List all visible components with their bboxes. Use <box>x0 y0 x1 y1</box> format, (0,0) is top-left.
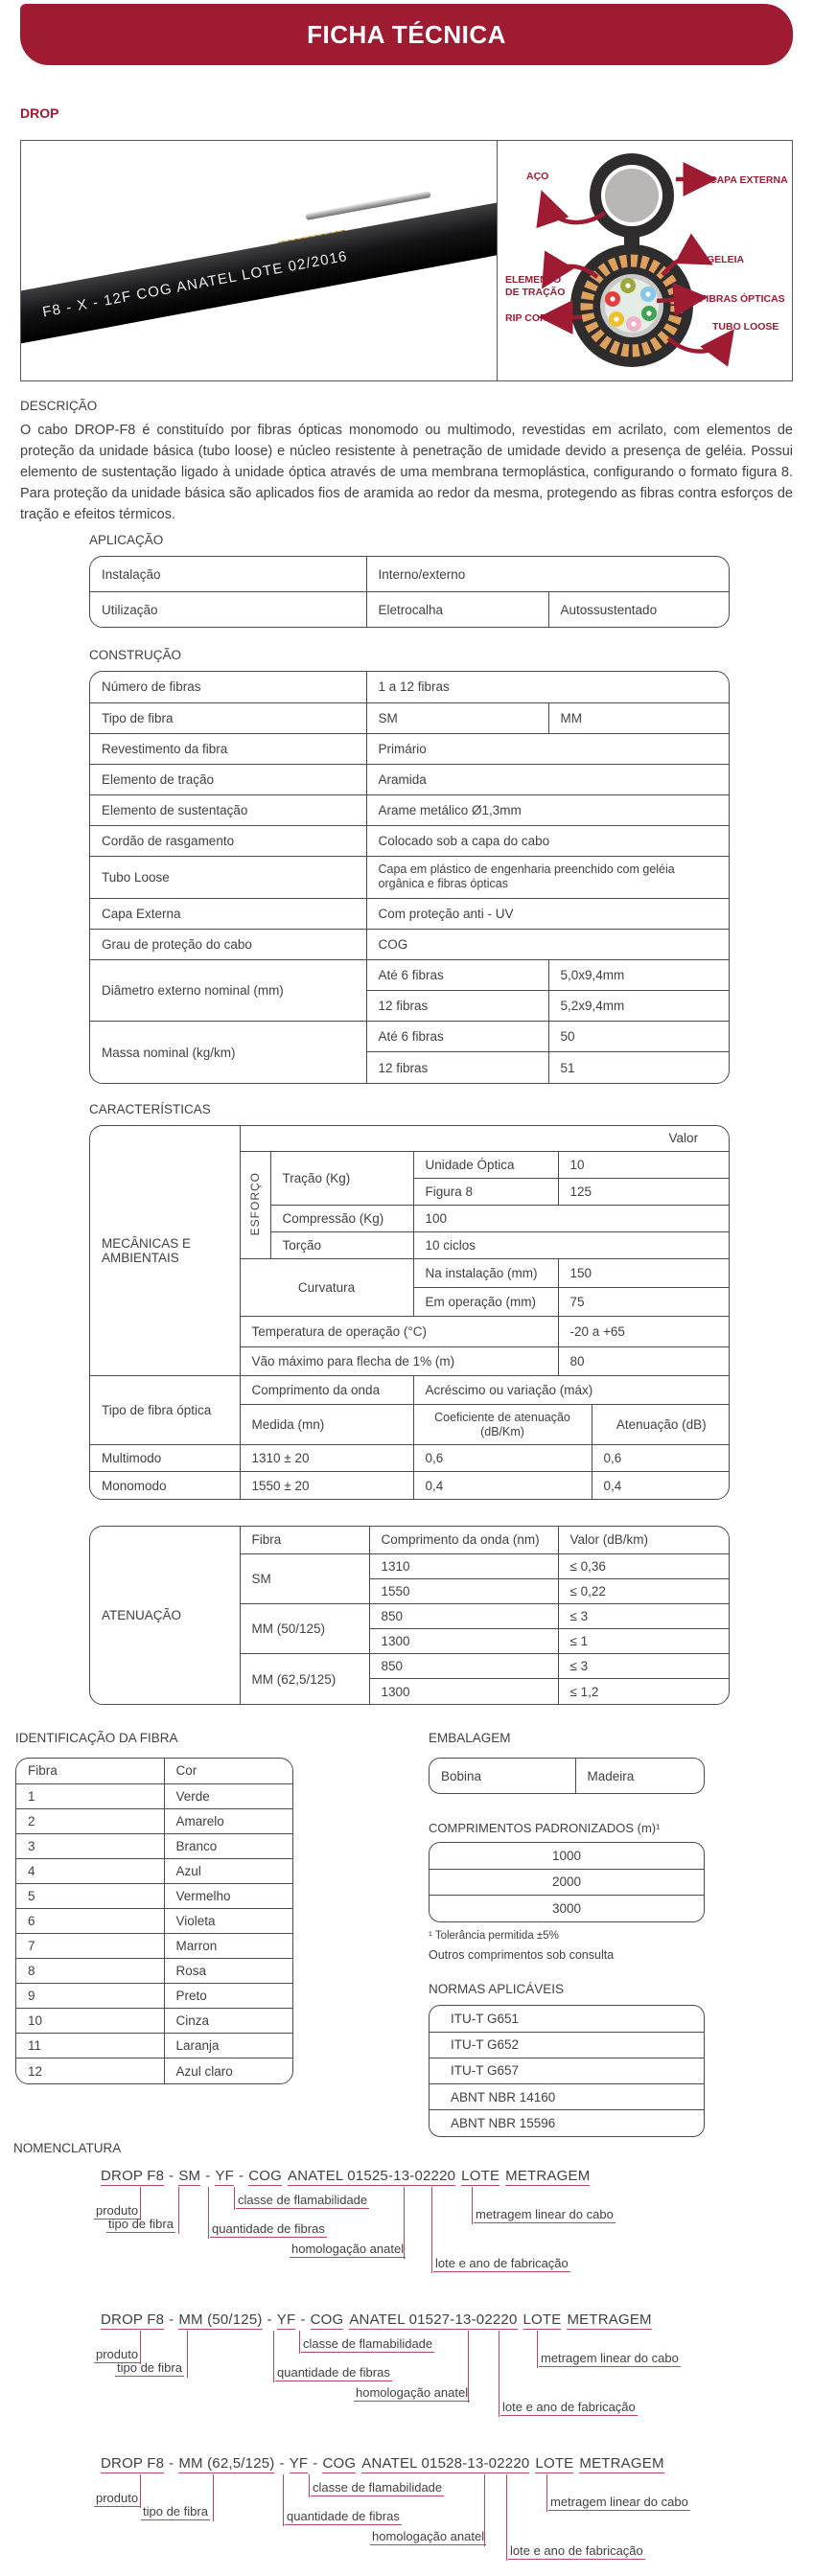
cell-sustentacao-v: Arame metálico Ø1,3mm <box>366 794 730 825</box>
cell-revestimento-v: Primário <box>366 733 730 764</box>
cell-diametro-r1: Até 6 fibras <box>366 960 548 991</box>
nom-label-classe: classe de flamabilidade <box>313 2480 443 2495</box>
cell-numero-v: 1 a 12 fibras <box>366 672 730 702</box>
cell-capa: Capa Externa <box>90 898 366 929</box>
connector-line <box>140 2331 141 2364</box>
cell-unidade-optica-v: 10 <box>558 1151 730 1178</box>
cell-mm50: MM (50/125) <box>240 1603 369 1653</box>
descricao-body: O cabo DROP-F8 é constituído por fibras ópticas monomodo ou multimodo, revestidas em acrilato, com elementos de proteção da unidade básica (tubo loose) e núcleo resistente à penetração de umidade devido a presença de geléia. Possui elemento de sustentação ligado à unidade óptica através de uma membrana termoplástica, configurando o formato figura 8. Para proteção da unidade básica são aplicados fios de aramida ao redor da mesma, protegendo as fibras contra esforços de tração e efeitos térmicos. <box>20 423 793 522</box>
code-lote: LOTE <box>523 2312 562 2328</box>
cell-tracao: Elemento de tração <box>90 764 366 794</box>
cell-medida: Medida (mn) <box>240 1405 413 1445</box>
norma-item: ITU-T G652 <box>430 2032 704 2058</box>
diagram-label-fibras-opticas: FIBRAS ÓPTICAS <box>700 293 785 305</box>
fiber-number: 5 <box>16 1883 164 1908</box>
cell-tipo-mm: MM <box>548 702 730 733</box>
fiber-color: Azul claro <box>175 2063 233 2079</box>
cell-mm50-850-v: ≤ 3 <box>558 1603 730 1628</box>
nom-label-classe: classe de flamabilidade <box>238 2193 368 2207</box>
cell-sustentacao: Elemento de sustentação <box>90 794 366 825</box>
cell-multimodo-coef: 0,6 <box>413 1445 592 1472</box>
code-classe: COG <box>310 2312 344 2328</box>
code-classe: COG <box>322 2455 357 2472</box>
cell-massa-r1-v: 50 <box>548 1022 730 1052</box>
code-quantidade: YF <box>276 2312 296 2328</box>
cell-tracao-kg: Tração (Kg) <box>270 1151 413 1205</box>
cross-section-diagram <box>498 141 792 380</box>
cell-mm50-1300-v: ≤ 1 <box>558 1629 730 1654</box>
cell-diametro-r2-v: 5,2x9,4mm <box>548 991 730 1022</box>
nom-label-lote: lote e ano de fabricação <box>435 2256 569 2270</box>
code-metragem: METRAGEM <box>579 2455 664 2472</box>
cable-photo <box>21 141 498 380</box>
product-label: DROP <box>20 105 59 121</box>
fiber-color: Azul <box>164 1858 293 1883</box>
construcao-heading: CONSTRUÇÃO <box>89 648 182 662</box>
nom-label-homologacao: homologação anatel <box>372 2529 485 2543</box>
nom-label-metragem: metragem linear do cabo <box>476 2207 614 2221</box>
construcao-table <box>89 671 730 1084</box>
embalagem-table <box>429 1758 705 1794</box>
code-lote: LOTE <box>535 2455 574 2472</box>
cell-instalacao: Instalação <box>90 557 366 592</box>
fiber-number: 10 <box>16 2009 164 2034</box>
code-fibra: SM <box>178 2168 201 2184</box>
header-banner <box>20 4 793 65</box>
code-fibra: MM (50/125) <box>178 2312 263 2328</box>
diagram-label-aco: AÇO <box>526 171 549 182</box>
nom-label-quantidade: quantidade de fibras <box>212 2221 325 2236</box>
cell-vao-v: 80 <box>558 1347 730 1376</box>
cell-compressao-v: 100 <box>413 1205 730 1231</box>
cell-esforco: ESFORÇO <box>240 1151 270 1258</box>
cell-diametro-r2: 12 fibras <box>366 991 548 1022</box>
code-produto: DROP F8 <box>101 2168 165 2184</box>
cell-mm62-1300: 1300 <box>369 1679 558 1704</box>
fiber-color: Marron <box>164 1933 293 1958</box>
nom-label-quantidade: quantidade de fibras <box>287 2509 400 2523</box>
cell-grau-v: COG <box>366 930 730 960</box>
embalagem-heading: EMBALAGEM <box>429 1731 511 1745</box>
cell-diametro: Diâmetro externo nominal (mm) <box>90 960 366 1022</box>
fiber-number: 7 <box>16 1933 164 1958</box>
nom-label-metragem: metragem linear do cabo <box>541 2351 679 2365</box>
descricao-heading: DESCRIÇÃO <box>20 399 98 413</box>
cell-curvatura-r1: Na instalação (mm) <box>413 1258 558 1287</box>
normas-heading: NORMAS APLICÁVEIS <box>429 1982 565 1996</box>
cell-utilizacao-v1: Eletrocalha <box>366 592 548 628</box>
steel-wire-photo <box>305 191 430 220</box>
caracteristicas-table <box>89 1125 730 1500</box>
cell-tipo: Tipo de fibra <box>90 702 366 733</box>
cell-diametro-r1-v: 5,0x9,4mm <box>548 960 730 991</box>
comprimento-value: 3000 <box>551 1901 582 1917</box>
cell-curvatura-r1-v: 150 <box>558 1258 730 1287</box>
cell-col-fibra: Fibra <box>240 1527 369 1553</box>
nom-label-lote: lote e ano de fabricação <box>502 2400 636 2414</box>
fiber-color: Amarelo <box>164 1808 293 1833</box>
diagram-label-rip-cord: RIP CORD <box>505 312 555 324</box>
nom-label-tipo: tipo de fibra <box>143 2504 208 2518</box>
fiber-number: 8 <box>16 1959 164 1984</box>
nom-label-quantidade: quantidade de fibras <box>277 2365 390 2380</box>
cell-sm: SM <box>240 1553 369 1603</box>
cell-mm50-1300: 1300 <box>369 1629 558 1654</box>
cell-atenuacao-group: ATENUAÇÃO <box>90 1527 240 1704</box>
other-lengths-note: Outros comprimentos sob consulta <box>429 1948 615 1962</box>
code-metragem: METRAGEM <box>505 2168 591 2184</box>
code-classe: COG <box>248 2168 283 2184</box>
identificacao-heading: IDENTIFICAÇÃO DA FIBRA <box>15 1731 178 1745</box>
nom-label-homologacao: homologação anatel <box>291 2242 405 2256</box>
tolerance-note: ¹ Tolerância permitida ±5% <box>429 1930 559 1942</box>
cell-utilizacao: Utilização <box>90 592 366 628</box>
identificacao-table <box>15 1758 293 2084</box>
cell-massa-r2-v: 51 <box>560 1060 575 1075</box>
cell-col-comprimento: Comprimento da onda (nm) <box>369 1527 558 1553</box>
cell-unidade-optica: Unidade Óptica <box>413 1151 558 1178</box>
norma-item: ITU-T G657 <box>430 2058 704 2083</box>
cell-figura8: Figura 8 <box>413 1178 558 1205</box>
fiber-color: Verde <box>164 1783 293 1808</box>
cell-mm62-850-v: ≤ 3 <box>558 1654 730 1679</box>
cell-valor-header: Valor <box>240 1126 730 1151</box>
code-anatel: ANATEL 01525-13-02220 <box>288 2168 456 2184</box>
fiber-number: 2 <box>16 1808 164 1833</box>
cell-mm50-850: 850 <box>369 1603 558 1628</box>
fiber-number: 11 <box>16 2034 164 2058</box>
code-fibra: MM (62,5/125) <box>178 2455 275 2472</box>
connector-line <box>213 2474 214 2521</box>
cell-sm-1310: 1310 <box>369 1553 558 1578</box>
nom-label-metragem: metragem linear do cabo <box>550 2495 688 2509</box>
code-metragem: METRAGEM <box>567 2312 652 2328</box>
cell-torcao: Torção <box>270 1231 413 1258</box>
comprimento-value: 2000 <box>430 1869 704 1895</box>
normas-table <box>429 2005 705 2137</box>
cell-tracao-v: Aramida <box>366 764 730 794</box>
diagram-label-elemento-1: ELEMENTO <box>505 274 562 286</box>
connector-line <box>140 2474 141 2508</box>
cell-cordao: Cordão de rasgamento <box>90 825 366 856</box>
nom-label-produto: produto <box>96 2491 139 2505</box>
nom-label-lote: lote e ano de fabricação <box>510 2543 643 2558</box>
norma-item: ABNT NBR 15596 <box>451 2116 556 2131</box>
fiber-color: Cinza <box>164 2009 293 2034</box>
cell-tubo-v: Capa em plástico de engenharia preenchido com geléia orgânica e fibras ópticas <box>366 856 730 898</box>
fiber-number: 9 <box>16 1984 164 2009</box>
diagram-label-elemento-2: DE TRAÇÃO <box>505 287 566 298</box>
part-number-code: DROP F8 - SM - YF - COG ANATEL 01525-13-02220 LOTE METRAGEM <box>101 2168 591 2184</box>
caracteristicas-heading: CARACTERÍSTICAS <box>89 1102 211 1116</box>
cell-mm62-850: 850 <box>369 1654 558 1679</box>
product-image-panel <box>20 140 793 381</box>
cell-torcao-v: 10 ciclos <box>413 1231 730 1258</box>
cell-curvatura-r2: Em operação (mm) <box>413 1287 558 1316</box>
fiber-color: Preto <box>164 1984 293 2009</box>
cell-utilizacao-v2: Autossustentado <box>560 602 658 617</box>
cell-grau: Grau de proteção do cabo <box>90 930 366 960</box>
cell-grupo-mecanicas: MECÂNICAS E AMBIENTAIS <box>90 1126 240 1376</box>
nom-label-homologacao: homologação anatel <box>356 2385 469 2400</box>
cell-temperatura: Temperatura de operação (°C) <box>240 1316 558 1346</box>
cell-coeficiente: Coeficiente de atenuação (dB/Km) <box>413 1405 592 1445</box>
fiber-color: Violeta <box>164 1908 293 1933</box>
atenuacao-table <box>89 1526 730 1705</box>
cell-massa-r2: 12 fibras <box>366 1052 548 1083</box>
code-anatel: ANATEL 01527-13-02220 <box>349 2312 518 2328</box>
cell-sm-1550-v: ≤ 0,22 <box>558 1578 730 1603</box>
aplicacao-heading: APLICAÇÃO <box>89 533 164 547</box>
fiber-number: 1 <box>16 1783 164 1808</box>
cell-vao: Vão máximo para flecha de 1% (m) <box>240 1347 558 1376</box>
comprimentos-table <box>429 1842 705 1922</box>
nom-label-tipo: tipo de fibra <box>108 2217 174 2231</box>
fiber-number: 3 <box>16 1833 164 1858</box>
code-produto: DROP F8 <box>101 2455 165 2472</box>
connector-line <box>178 2187 179 2234</box>
cell-revestimento: Revestimento da fibra <box>90 733 366 764</box>
cell-instalacao-valor: Interno/externo <box>366 557 730 592</box>
connector-line <box>140 2187 141 2220</box>
cell-comprimento-onda: Comprimento da onda <box>240 1376 413 1405</box>
arrow-fibras <box>657 298 695 301</box>
cell-massa-r1: Até 6 fibras <box>366 1022 548 1052</box>
cell-atenuacao-db: Atenuação (dB) <box>592 1405 730 1445</box>
cell-tipo-fibra-optica: Tipo de fibra óptica <box>90 1376 240 1445</box>
fiber-number: 4 <box>16 1858 164 1883</box>
cell-col-valor: Valor (dB/km) <box>558 1527 730 1553</box>
cell-multimodo-aten: 0,6 <box>592 1445 730 1472</box>
diagram-label-tubo-loose: TUBO LOOSE <box>712 321 779 333</box>
nomenclature-diagram-mm62 <box>0 2455 813 2576</box>
part-number-code: DROP F8 - MM (50/125) - YF - COG ANATEL 01527-13-02220 LOTE METRAGEM <box>101 2312 652 2328</box>
diagram-label-geleia: GELEIA <box>707 254 745 265</box>
code-quantidade: YF <box>289 2455 309 2472</box>
page-title: FICHA TÉCNICA <box>307 19 506 49</box>
cell-monomodo-medida: 1550 ± 20 <box>240 1472 413 1499</box>
cell-monomodo-aten: 0,4 <box>603 1478 622 1493</box>
cell-header-fibra: Fibra <box>16 1759 164 1783</box>
cell-capa-v: Com proteção anti - UV <box>366 898 730 929</box>
fiber-number: 12 <box>16 2058 164 2083</box>
cable-print-text: F8 - X - 12F COG ANATEL LOTE 02/2016 <box>21 197 498 353</box>
nom-label-tipo: tipo de fibra <box>117 2360 182 2375</box>
fiber-number: 6 <box>16 1908 164 1933</box>
nomenclature-diagram-sm <box>0 2168 813 2292</box>
part-number-code: DROP F8 - MM (62,5/125) - YF - COG ANATEL 01528-13-02220 LOTE METRAGEM <box>101 2455 664 2472</box>
nom-label-classe: classe de flamabilidade <box>303 2336 433 2351</box>
cell-multimodo-medida: 1310 ± 20 <box>240 1445 413 1472</box>
connector-line <box>187 2331 188 2378</box>
cell-multimodo: Multimodo <box>90 1445 240 1472</box>
cell-header-cor: Cor <box>164 1759 293 1783</box>
code-anatel: ANATEL 01528-13-02220 <box>361 2455 530 2472</box>
cell-mm62: MM (62,5/125) <box>240 1654 369 1704</box>
cell-curvatura-r2-v: 75 <box>558 1287 730 1316</box>
cell-tubo: Tubo Loose <box>90 856 366 898</box>
code-produto: DROP F8 <box>101 2312 165 2328</box>
cell-curvatura: Curvatura <box>240 1258 413 1316</box>
cell-sm-1550: 1550 <box>369 1578 558 1603</box>
cell-monomodo-coef: 0,4 <box>413 1472 592 1499</box>
cell-monomodo: Monomodo <box>90 1472 240 1499</box>
cell-sm-1310-v: ≤ 0,36 <box>558 1553 730 1578</box>
fiber-color: Branco <box>164 1833 293 1858</box>
cell-figura8-v: 125 <box>558 1178 730 1205</box>
cell-temperatura-v: -20 a +65 <box>558 1316 730 1346</box>
cell-numero: Número de fibras <box>90 672 366 702</box>
norma-item: ITU-T G651 <box>430 2006 704 2032</box>
code-quantidade: YF <box>215 2168 235 2184</box>
fiber-color: Rosa <box>164 1959 293 1984</box>
steel-member-section <box>590 153 674 238</box>
cell-acrescimo: Acréscimo ou variação (máx) <box>413 1376 730 1405</box>
nom-label-produto: produto <box>96 2203 139 2218</box>
cell-tipo-sm: SM <box>366 702 548 733</box>
code-lote: LOTE <box>461 2168 500 2184</box>
cell-compressao: Compressão (Kg) <box>270 1205 413 1231</box>
cell-madeira: Madeira <box>587 1768 635 1783</box>
nomenclature-diagram-mm50 <box>0 2312 813 2436</box>
fiber-color: Vermelho <box>164 1883 293 1908</box>
norma-item: ABNT NBR 14160 <box>430 2084 704 2110</box>
nomenclatura-heading: NOMENCLATURA <box>13 2141 122 2155</box>
cell-bobina: Bobina <box>430 1759 575 1793</box>
fiber-color: Laranja <box>164 2034 293 2058</box>
diagram-label-capa-externa: CAPA EXTERNA <box>709 174 788 186</box>
cell-cordao-v: Colocado sob a capa do cabo <box>366 825 730 856</box>
cell-mm62-1300-v: ≤ 1,2 <box>569 1684 599 1699</box>
figure8-cross-section <box>498 141 792 380</box>
cell-massa: Massa nominal (kg/km) <box>90 1022 366 1083</box>
comprimentos-heading: COMPRIMENTOS PADRONIZADOS (m)¹ <box>429 1821 661 1835</box>
aplicacao-table <box>89 556 730 628</box>
comprimento-value: 1000 <box>430 1843 704 1869</box>
nom-label-produto: produto <box>96 2347 139 2361</box>
